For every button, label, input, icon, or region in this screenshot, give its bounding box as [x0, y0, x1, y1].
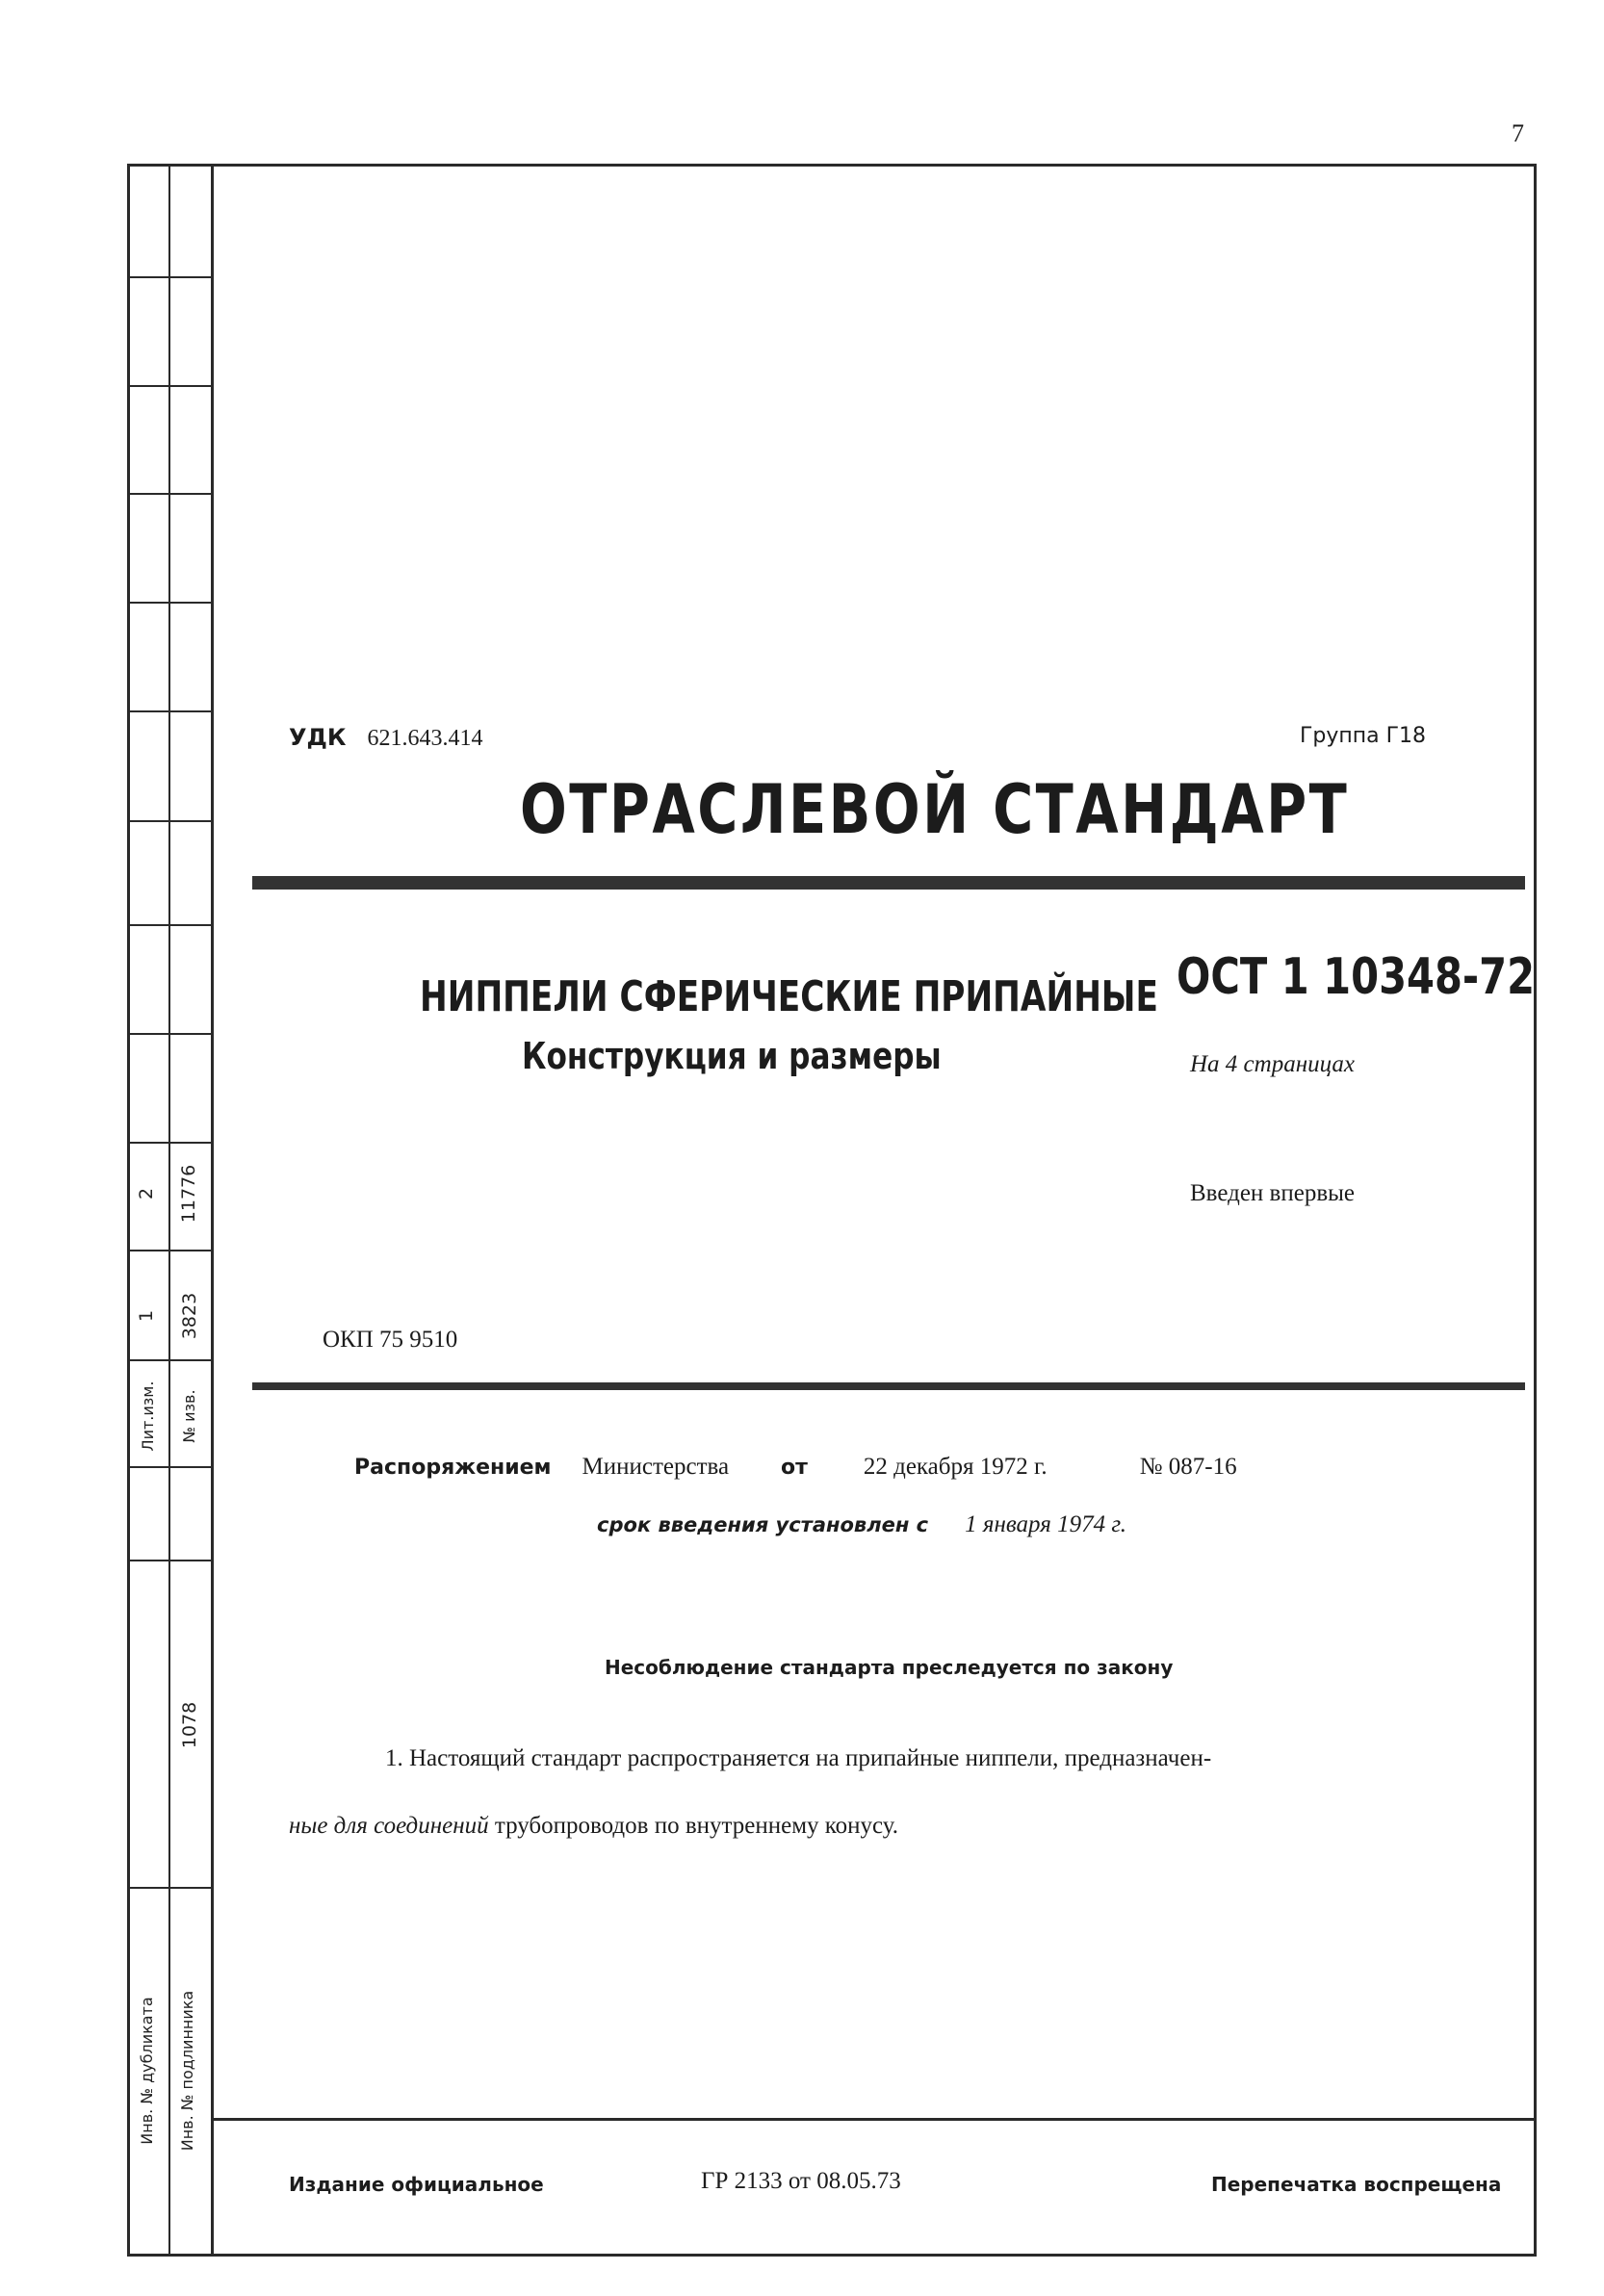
standard-pages: На 4 страницах — [1190, 1051, 1356, 1077]
order-label: Распоряжением — [354, 1456, 552, 1480]
frame-bottom — [127, 2254, 1537, 2257]
stamp-lit-label: Лит.изм. — [139, 1380, 157, 1452]
stamp-dup-value: 1078 — [179, 1701, 200, 1749]
paragraph-1-line-2-italic: ные для соединений — [289, 1813, 489, 1839]
stamp-change-num-1: 1 — [136, 1309, 157, 1323]
order-from: от — [781, 1456, 808, 1480]
stamp-row — [127, 1142, 213, 1144]
standard-status: Введен впервые — [1190, 1180, 1356, 1206]
stamp-row — [127, 1466, 213, 1468]
stamp-inv-orig-label: Инв. № подлинника — [178, 1990, 196, 2152]
frame-top — [127, 164, 1537, 167]
page-number: 7 — [1512, 119, 1524, 147]
frame-inner-left — [211, 164, 214, 2257]
thick-rule-middle — [252, 1382, 1525, 1390]
law-warning: Несоблюдение стандарта преследуется по закону — [605, 1656, 1174, 1679]
standard-code: ОСТ 1 10348-72 — [1177, 948, 1536, 1006]
stamp-row — [127, 1250, 213, 1251]
okp-code: ОКП 75 9510 — [323, 1327, 458, 1353]
term-date: 1 января 1974 г. — [965, 1511, 1126, 1537]
stamp-row — [127, 924, 213, 926]
paragraph-1-line-2 — [289, 1813, 898, 1840]
frame-left — [127, 164, 130, 2257]
footer-registration: ГР 2133 от 08.05.73 — [701, 2168, 901, 2194]
footer-reprint: Перепечатка воспрещена — [1211, 2173, 1502, 2196]
thick-rule-top — [252, 876, 1525, 890]
order-date: 22 декабря 1972 г. — [863, 1454, 1048, 1480]
footer-rule — [211, 2118, 1537, 2121]
main-title: ОТРАСЛЕВОЙ СТАНДАРТ — [520, 770, 1350, 849]
stamp-no-label: № изв. — [180, 1389, 198, 1443]
standard-subtitle: Конструкция и размеры — [522, 1035, 942, 1077]
stamp-change-num-2: 2 — [136, 1187, 157, 1200]
paragraph-1-line-1: 1. Настоящий стандарт распространяется на припайные ниппели, предназначен- — [385, 1745, 1212, 1771]
frame-right — [1534, 164, 1537, 2257]
udk-label: УДК — [289, 724, 347, 751]
stamp-row — [127, 493, 213, 495]
paragraph-1-line-2-rest: трубопроводов по внутреннему конусу. — [494, 1813, 899, 1839]
order-number: № 087-16 — [1139, 1454, 1237, 1480]
term-line — [597, 1509, 1126, 1538]
stamp-row — [127, 1033, 213, 1035]
stamp-row — [127, 1560, 213, 1561]
stamp-row — [127, 1359, 213, 1361]
udk-value: 621.643.414 — [367, 726, 483, 751]
term-label: срок введения установлен с — [597, 1513, 929, 1536]
stamp-row — [127, 1887, 213, 1889]
stamp-row — [127, 385, 213, 387]
group-label: Группа Г18 — [1300, 724, 1427, 748]
stamp-doc-num-1: 3823 — [179, 1292, 200, 1340]
order-ministry: Министерства — [582, 1454, 730, 1480]
stamp-inv-dup-label: Инв. № дубликата — [138, 1997, 156, 2145]
stamp-row — [127, 276, 213, 278]
footer-official: Издание официальное — [289, 2173, 544, 2196]
standard-name: НИППЕЛИ СФЕРИЧЕСКИЕ ПРИПАЙНЫЕ — [420, 972, 1158, 1021]
order-line — [354, 1452, 1237, 1481]
stamp-column-divider — [168, 164, 170, 2257]
stamp-doc-num-2: 11776 — [178, 1164, 199, 1224]
stamp-row — [127, 710, 213, 712]
stamp-row — [127, 602, 213, 604]
stamp-row — [127, 820, 213, 822]
udk-line — [289, 724, 483, 752]
